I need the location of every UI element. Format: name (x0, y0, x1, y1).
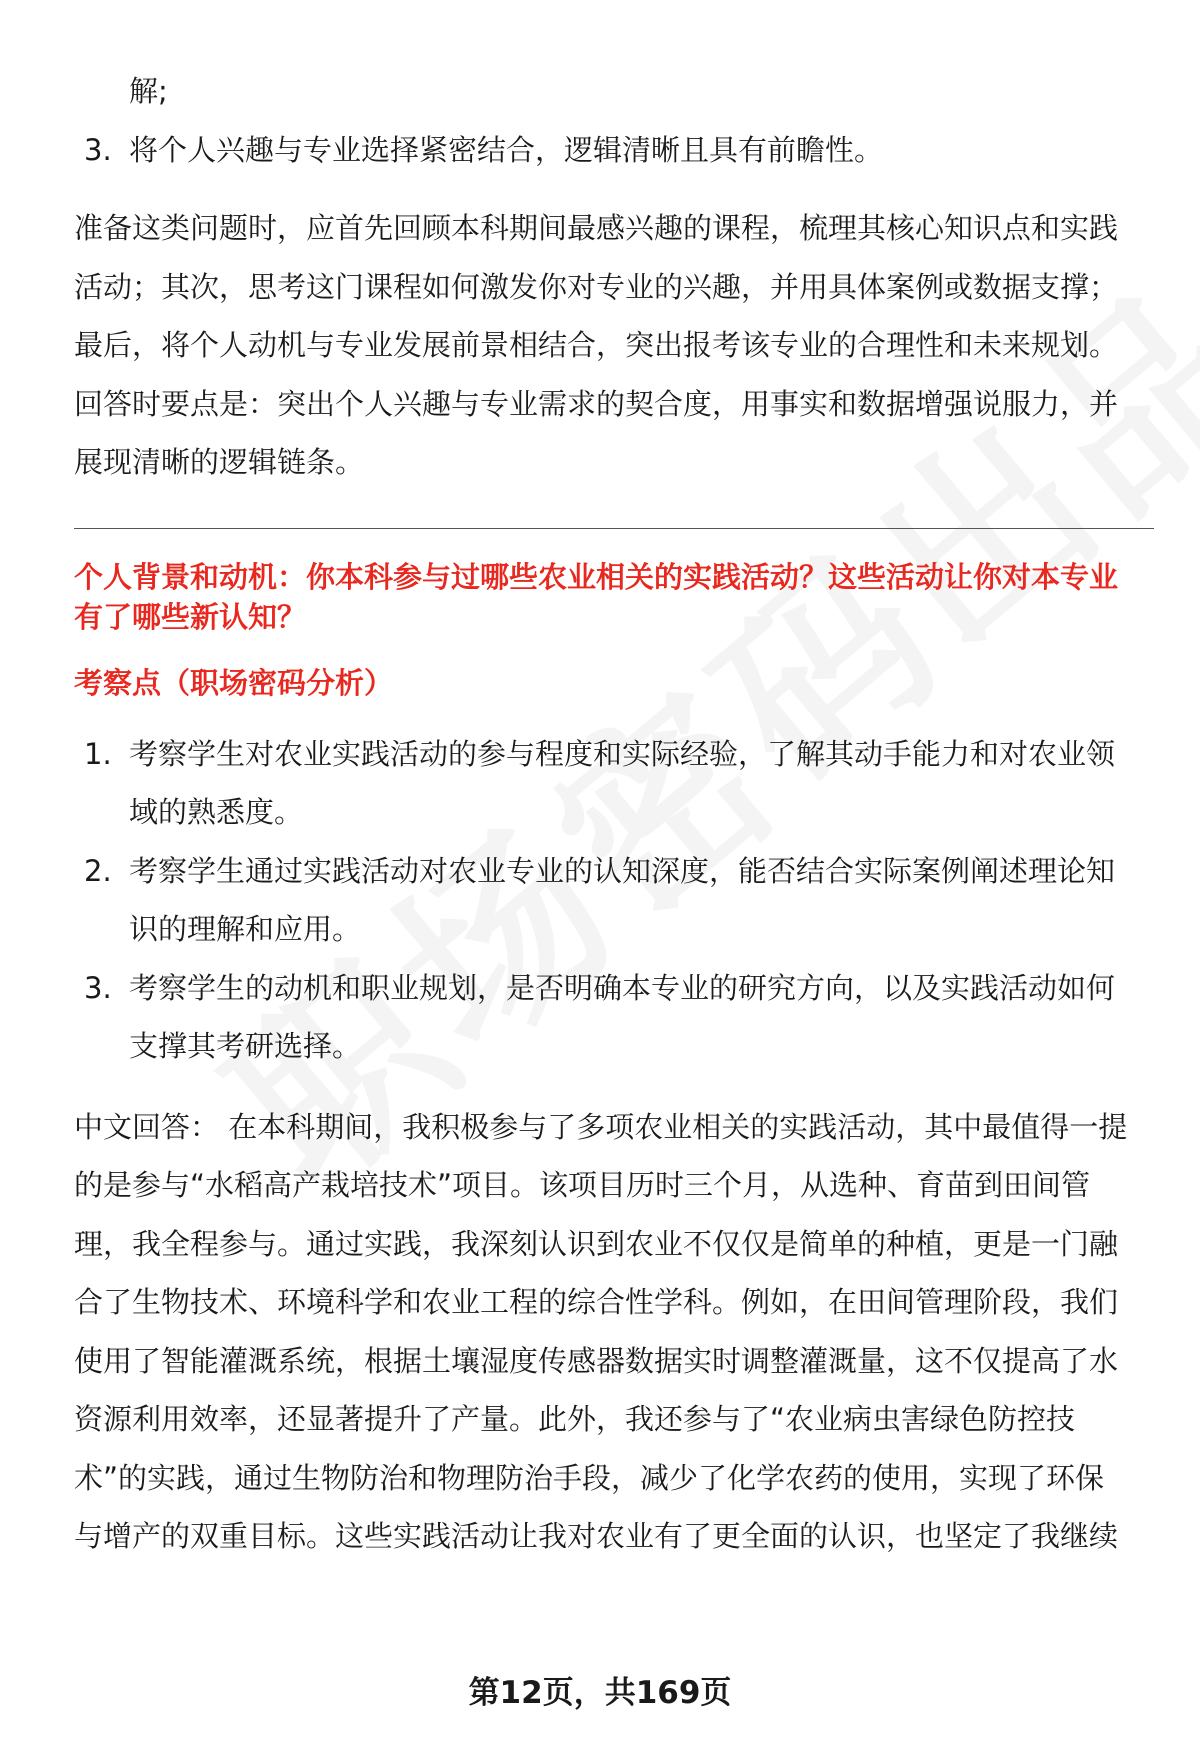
list-item (74, 842, 1154, 959)
list-text-line: 域的熟悉度。 (129, 795, 304, 829)
list-number: 3. (84, 132, 112, 167)
paragraph-line: 资源利用效率，还显著提升了产量。此外，我还参与了“农业病虫害绿色防控技 (74, 1402, 1076, 1436)
list-text-line: 考察学生对农业实践活动的参与程度和实际经验，了解其动手能力和对农业领 (129, 736, 1116, 771)
list-text-line: 识的理解和应用。 (129, 912, 362, 946)
paragraph-line: 与增产的双重目标。这些实践活动让我对农业有了更全面的认识，也坚定了我继续 (74, 1519, 1119, 1553)
paragraph-line: 中文回答： 在本科期间，我积极参与了多项农业相关的实践活动，其中最值得一提 (74, 1109, 1128, 1144)
section-heading: 考察点（职场密码分析） (74, 665, 394, 700)
list-text-line: 考察学生的动机和职业规划，是否明确本专业的研究方向，以及实践活动如何 (129, 970, 1116, 1005)
paragraph-line: 准备这类问题时，应首先回顾本科期间最感兴趣的课程，梳理其核心知识点和实践 (74, 211, 1119, 245)
paragraph-line: 合了生物技术、环境科学和农业工程的综合性学科。例如，在田间管理阶段，我们 (74, 1285, 1119, 1319)
question-line: 有了哪些新认知？ (74, 599, 307, 634)
list-text-line: 支撑其考研选择。 (129, 1029, 362, 1063)
list-item (74, 121, 1154, 180)
page-content (74, 62, 1154, 1566)
paragraph-line: 最后，将个人动机与专业发展前景相结合，突出报考该专业的合理性和未来规划。 (74, 328, 1119, 362)
list-text (129, 959, 1154, 1076)
question-heading (74, 557, 1154, 637)
list-text-line: 考察学生通过实践活动对农业专业的认知深度，能否结合实际案例阐述理论知 (129, 853, 1116, 888)
list-number: 2. (84, 853, 112, 888)
paragraph-line: 理，我全程参与。通过实践，我深刻认识到农业不仅仅是简单的种植，更是一门融 (74, 1226, 1119, 1261)
prep-paragraph (74, 199, 1154, 492)
list-text (129, 725, 1154, 842)
paragraph-line: 展现清晰的逻辑链条。 (74, 445, 365, 479)
list-number: 3. (84, 970, 112, 1005)
paragraph-line: 活动；其次，思考这门课程如何激发你对专业的兴趣，并用具体案例或数据支撑； (74, 269, 1119, 304)
list-text (129, 842, 1154, 959)
paragraph-line: 的是参与“水稻高产栽培技术”项目。该项目历时三个月，从选种、育苗到田间管 (74, 1168, 1091, 1202)
answer-paragraph (74, 1098, 1154, 1566)
paragraph-line: 回答时要点是：突出个人兴趣与专业需求的契合度，用事实和数据增强说服力，并 (74, 386, 1119, 421)
question-line: 个人背景和动机：你本科参与过哪些农业相关的实践活动？这些活动让你对本专业 (74, 559, 1119, 594)
points-list (74, 725, 1154, 1076)
page-number-footer: 第12页，共169页 (468, 1675, 732, 1711)
list-text: 将个人兴趣与专业选择紧密结合，逻辑清晰且具有前瞻性。 (129, 132, 884, 167)
paragraph-line: 使用了智能灌溉系统，根据土壤湿度传感器数据实时调整灌溉量，这不仅提高了水 (74, 1343, 1119, 1378)
paragraph-line: 术”的实践，通过生物防治和物理防治手段，减少了化学农药的使用，实现了环保 (74, 1460, 1105, 1495)
list-item (74, 959, 1154, 1076)
list-continuation: 解; (129, 74, 168, 108)
list-item (74, 725, 1154, 842)
list-number: 1. (84, 736, 112, 771)
